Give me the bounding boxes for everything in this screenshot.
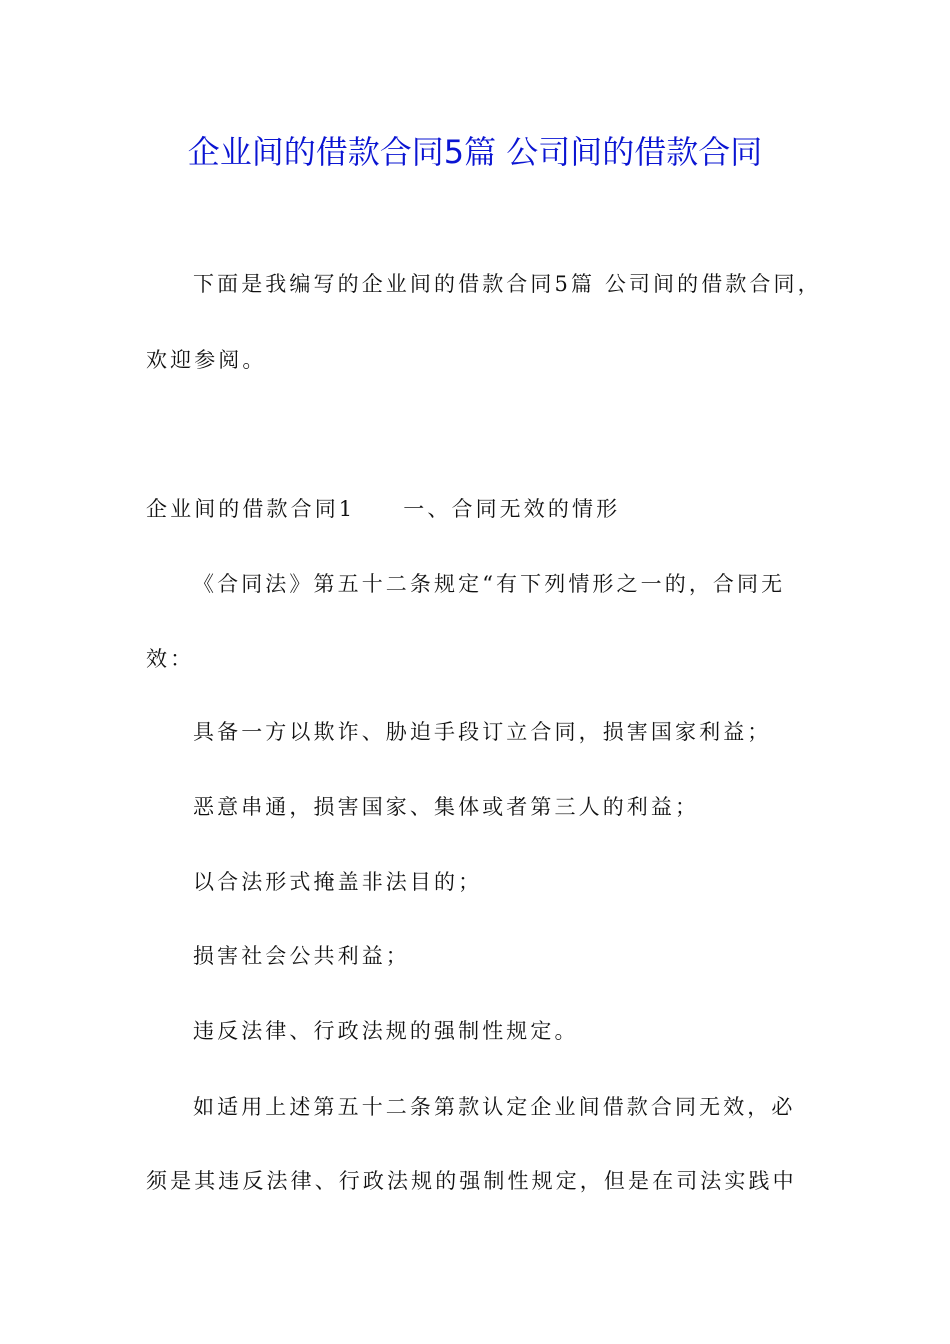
law-intro-line-1: 《合同法》第五十二条规定“有下列情形之一的，合同无: [193, 572, 786, 596]
section-heading-row: [146, 494, 620, 524]
intro-line-2: 欢迎参阅。: [146, 348, 267, 372]
list-item-3: 以合法形式掩盖非法目的；: [193, 870, 483, 894]
conclusion-line-2: 须是其违反法律、行政法规的强制性规定，但是在司法实践中: [146, 1169, 797, 1193]
intro-line-1: 下面是我编写的企业间的借款合同5篇 公司间的借款合同，: [193, 272, 822, 296]
conclusion-line-1: 如适用上述第五十二条第款认定企业间借款合同无效，必: [193, 1095, 796, 1119]
list-item-4: 损害社会公共利益；: [193, 944, 410, 968]
section-subheading: 一、合同无效的情形: [403, 497, 621, 521]
list-item-1: 具备一方以欺诈、胁迫手段订立合同，损害国家利益；: [193, 720, 772, 744]
section-heading: 企业间的借款合同1: [146, 497, 356, 521]
law-intro-line-2: 效：: [146, 647, 195, 671]
document-title: 企业间的借款合同5篇 公司间的借款合同: [187, 133, 763, 171]
list-item-2: 恶意串通，损害国家、集体或者第三人的利益；: [193, 795, 700, 819]
list-item-5: 违反法律、行政法规的强制性规定。: [193, 1019, 579, 1043]
